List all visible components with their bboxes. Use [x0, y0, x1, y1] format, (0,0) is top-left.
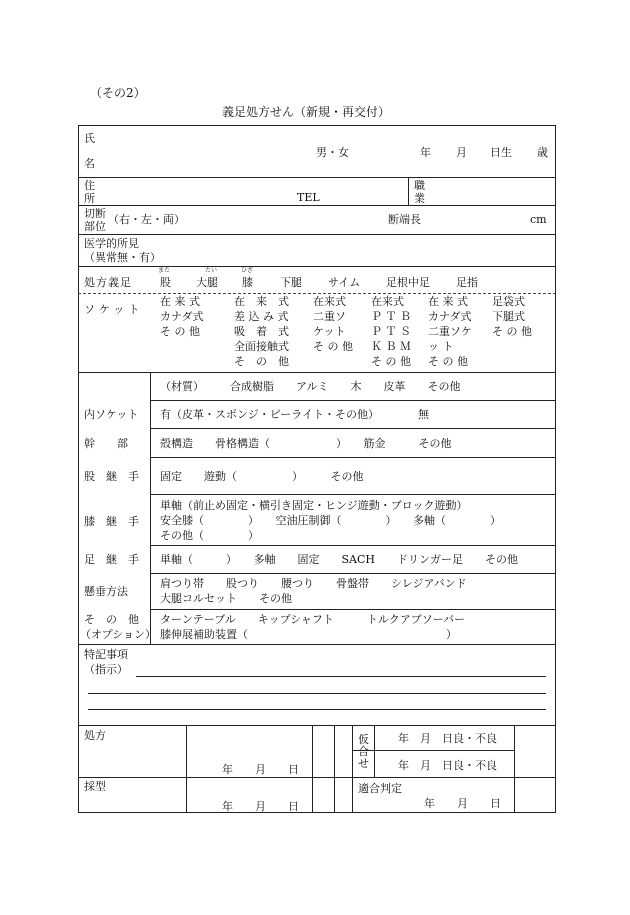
side-field[interactable]: （右・左・両） — [108, 213, 185, 226]
knee-joint-label: 膝 継 手 — [84, 515, 139, 528]
knee-joint-line-3[interactable]: その他（ ） — [160, 529, 259, 542]
socket-syme-1[interactable]: 在 来 式 — [428, 295, 468, 308]
col-divider — [150, 372, 151, 644]
month-label: 月 — [456, 146, 467, 159]
socket-knee-2[interactable]: 二重ソ — [313, 310, 346, 323]
suspension-line-2[interactable]: 大腿コルセット その他 — [160, 592, 292, 605]
amputation-label-1: 切断 — [84, 207, 106, 220]
row-divider — [78, 777, 556, 778]
row-divider — [150, 428, 556, 429]
ankle-joint-options[interactable]: 単軸（ ） 多軸 固定 SACH ドリンガー足 その他 — [160, 553, 518, 566]
mold-date[interactable]: 年 月 日 — [222, 800, 299, 813]
suspension-label: 懸垂方法 — [84, 585, 128, 598]
prescribe-label: 処方 — [84, 729, 106, 742]
form-title: 義足処方せん（新規・再交付） — [222, 105, 391, 119]
material-label: （材質） — [160, 380, 204, 393]
inner-socket-options[interactable]: 有（皮革・スポンジ・ピーライト・その他） — [160, 408, 379, 421]
row-divider — [78, 177, 556, 178]
row-divider — [150, 609, 556, 610]
row-divider — [78, 644, 556, 645]
inner-socket-label: 内ソケット — [84, 408, 139, 421]
prescribe-date[interactable]: 年 月 日 — [222, 763, 299, 776]
trunk-label: 幹 部 — [84, 437, 128, 450]
remarks-label-2: （指示） — [84, 663, 128, 676]
ruby-mata: また — [158, 267, 171, 274]
socket-hip-2[interactable]: カナダ式 — [160, 310, 204, 323]
type-thigh[interactable]: 大腿 — [196, 276, 218, 289]
trunk-options[interactable]: 殻構造 骨格構造（ ） 筋金 その他 — [160, 437, 452, 450]
col-divider — [408, 177, 409, 205]
row-divider — [78, 205, 556, 206]
socket-thigh-4[interactable]: 全面接触式 — [234, 340, 289, 353]
col-divider — [374, 725, 375, 777]
type-lowerleg[interactable]: 下腿 — [280, 276, 302, 289]
address-label-1: 住 — [84, 179, 95, 192]
fit-date-1[interactable]: 年 月 日良・不良 — [398, 732, 497, 745]
fit-date-2[interactable]: 年 月 日良・不良 — [398, 759, 497, 772]
other-label-2: （オプション） — [80, 628, 157, 641]
socket-lowerleg-4[interactable]: Ｋ Ｂ Ｍ — [371, 340, 411, 353]
knee-joint-line-2[interactable]: 安全膝（ ） 空油圧制御（ ） 多軸（ ） — [160, 514, 501, 527]
socket-thigh-2[interactable]: 差 込 み 式 — [234, 310, 289, 323]
col-divider — [312, 725, 313, 813]
stump-label: 断端長 — [388, 213, 421, 226]
socket-syme-2[interactable]: カナダ式 — [428, 310, 472, 323]
cm-unit: cm — [530, 213, 547, 226]
hip-joint-options[interactable]: 固定 遊動（ ） その他 — [160, 470, 364, 483]
type-toe[interactable]: 足指 — [456, 276, 478, 289]
job-label-1: 職 — [414, 179, 425, 192]
socket-lowerleg-2[interactable]: Ｐ Ｔ Ｂ — [371, 310, 411, 323]
fit-label-2: 合 — [358, 745, 369, 758]
socket-lowerleg-1[interactable]: 在来式 — [371, 295, 404, 308]
year-label: 年 — [420, 146, 431, 159]
socket-thigh-1[interactable]: 在 来 式 — [234, 295, 289, 308]
row-divider — [78, 234, 556, 235]
material-options[interactable]: 合成樹脂 アルミ 木 皮革 その他 — [230, 380, 461, 393]
hip-joint-label: 股 継 手 — [84, 470, 139, 483]
socket-thigh-3[interactable]: 吸 着 式 — [234, 325, 289, 338]
socket-syme-3[interactable]: 二重ソケ — [428, 325, 472, 338]
knee-joint-line-1[interactable]: 単軸（前止め固定・横引き固定・ヒンジ遊動・ブロック遊動） — [160, 499, 468, 512]
col-divider — [352, 725, 353, 813]
ankle-joint-label: 足 継 手 — [84, 553, 139, 566]
socket-hip-1[interactable]: 在 来 式 — [160, 295, 200, 308]
socket-syme-5[interactable]: そ の 他 — [428, 355, 468, 368]
findings-label-1: 医学的所見 — [84, 237, 139, 250]
socket-syme-4[interactable]: ッ ト — [428, 340, 454, 353]
remarks-label-1: 特記事項 — [84, 648, 128, 661]
socket-foot-1[interactable]: 足袋式 — [492, 295, 525, 308]
findings-label-2: （異常無・有） — [84, 251, 161, 264]
inner-socket-none[interactable]: 無 — [418, 408, 429, 421]
socket-knee-3[interactable]: ケット — [313, 325, 346, 338]
socket-hip-3[interactable]: そ の 他 — [160, 325, 200, 338]
fit-divider — [352, 750, 514, 751]
ruby-tai: たい — [205, 267, 218, 274]
sub-label: （その2） — [90, 86, 146, 100]
birth-label: 日生 — [490, 146, 512, 159]
row-divider — [78, 725, 556, 726]
amputation-label-2: 部位 — [84, 220, 106, 233]
type-syme[interactable]: サイム — [328, 276, 361, 289]
prescription-label: 処方義足 — [84, 276, 132, 289]
address-label-2: 所 — [84, 192, 95, 205]
socket-foot-2[interactable]: 下腿式 — [492, 310, 525, 323]
col-divider — [334, 725, 335, 813]
row-divider — [150, 494, 556, 495]
remark-line — [136, 676, 546, 677]
row-divider — [150, 545, 556, 546]
col-divider — [514, 725, 515, 813]
type-tarsometatarsal[interactable]: 足根中足 — [386, 276, 430, 289]
judge-date[interactable]: 年 月 日 — [424, 797, 501, 810]
other-label-1: そ の 他 — [84, 613, 139, 626]
socket-foot-3[interactable]: そ の 他 — [492, 325, 532, 338]
remark-line — [88, 693, 546, 694]
socket-lowerleg-3[interactable]: Ｐ Ｔ Ｓ — [371, 325, 411, 338]
ruby-hiza: ひざ — [241, 267, 254, 274]
socket-lowerleg-5[interactable]: そ の 他 — [371, 355, 411, 368]
row-divider — [150, 400, 556, 401]
job-label-2: 業 — [414, 192, 425, 205]
mold-label: 採型 — [84, 780, 106, 793]
type-hip[interactable]: 股 — [160, 276, 171, 289]
name-label-1: 氏 — [84, 132, 95, 145]
type-knee[interactable]: 膝 — [242, 276, 253, 289]
row-divider — [78, 266, 556, 267]
judge-label: 適合判定 — [358, 782, 402, 795]
dashed-divider — [78, 293, 556, 294]
sex-field[interactable]: 男・女 — [316, 146, 349, 159]
suspension-line-1[interactable]: 肩つり帯 股つり 腰つり 骨盤帯 シレジアバンド — [160, 577, 467, 590]
other-line-2[interactable]: 膝伸展補助装置（ ） — [160, 628, 457, 641]
socket-knee-4[interactable]: そ の 他 — [313, 340, 353, 353]
fit-label-1: 仮 — [358, 733, 369, 746]
tel-label: TEL — [297, 191, 320, 204]
socket-knee-1[interactable]: 在来式 — [313, 295, 346, 308]
col-divider — [186, 725, 187, 813]
row-divider — [150, 573, 556, 574]
other-line-1[interactable]: ターンテーブル キップシャフト トルクアブソーバー — [160, 613, 466, 626]
socket-thigh-5[interactable]: そ の 他 — [234, 355, 289, 368]
age-label: 歳 — [537, 146, 548, 159]
name-label-2: 名 — [84, 157, 95, 170]
socket-label: ソケット — [84, 303, 144, 316]
fit-label-3: せ — [358, 757, 369, 770]
row-divider — [150, 457, 556, 458]
remark-line — [88, 709, 546, 710]
